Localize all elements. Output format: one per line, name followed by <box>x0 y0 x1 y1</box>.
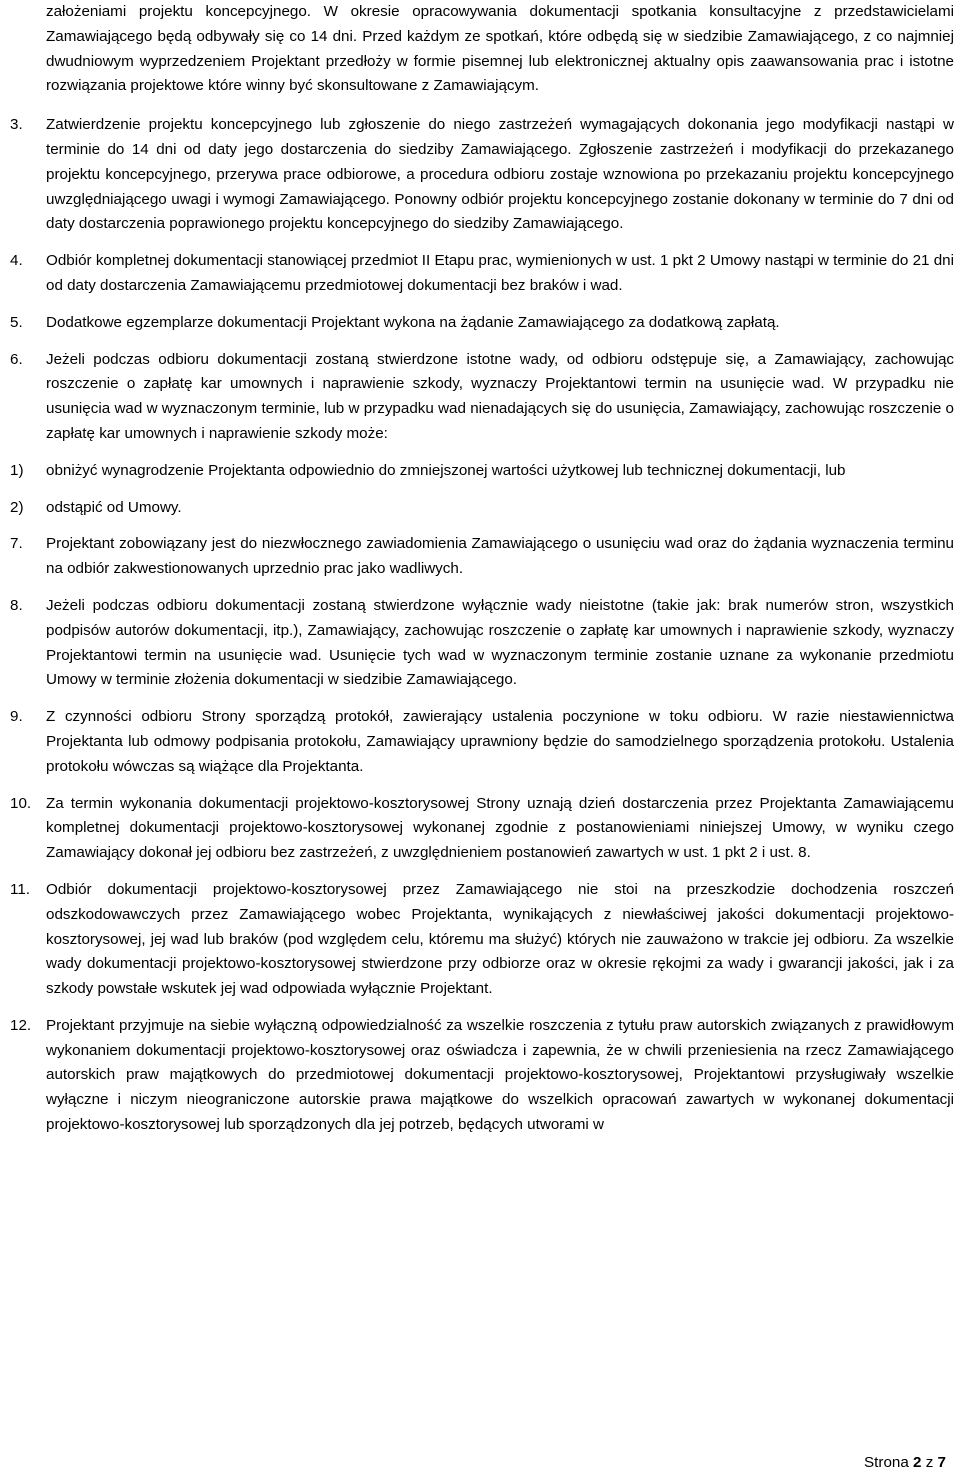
paragraph-text: Jeżeli podczas odbioru dokumentacji zostaną stwierdzone wyłącznie wady nieistotne (takie jak: brak numerów stron, wszystkich podpisów autorów dokumentacji, itp.), Zamawiający, zachowując roszczenie o zapłatę kar umownych i naprawienie szkody, wyznaczy Projektantowi termin na usunięcie wad. Usunięcie tych wad w wyznaczonym terminie zostanie uznane za wykonanie przedmiotu Umowy w terminie złożenia dokumentacji w siedzibie Zamawiającego. <box>46 596 954 689</box>
paragraph-number: 3. <box>10 116 23 134</box>
paragraph-number: 11. <box>10 880 30 898</box>
paragraph-number: 12. <box>10 1016 32 1034</box>
paragraph-number: 10. <box>10 794 32 812</box>
intro-paragraph <box>10 0 954 99</box>
subparagraph-1 <box>10 459 954 484</box>
paragraph-number: 9. <box>10 708 23 726</box>
page-total: 7 <box>937 1454 946 1471</box>
page-footer <box>864 1452 946 1474</box>
paragraph-12 <box>10 1014 954 1138</box>
page-current: 2 <box>913 1454 922 1471</box>
paragraph-text: Odbiór dokumentacji projektowo-kosztorysowej przez Zamawiającego nie stoi na przeszkodzie dochodzenia roszczeń odszkodowawczych przez Zamawiającego wobec Projektanta, wynikających z niewłaściwej jakości dokumentacji projektowo-kosztorysowej, jej wad lub braków (pod względem celu, któremu ma służyć) których nie zauważono w trakcie jej odbioru. Za wszelkie wady dokumentacji projektowo-kosztorysowej stwierdzone przy odbiorze oraz w okresie rękojmi za wady i gwarancji jakości, jak i za szkody powstałe wskutek jej wad odpowiada wyłącznie Projektant. <box>46 880 954 998</box>
subparagraph-number: 2) <box>10 498 24 516</box>
paragraph-text: Projektant zobowiązany jest do niezwłocznego zawiadomienia Zamawiającego o usunięciu wad oraz do żądania wyznaczenia terminu na odbiór zakwestionowanych uprzednio prac jako wadliwych. <box>46 535 954 578</box>
paragraph-6 <box>10 348 954 447</box>
paragraph-9 <box>10 705 954 779</box>
paragraph-text: Za termin wykonania dokumentacji projektowo-kosztorysowej Strony uznają dzień dostarczenia przez Projektanta Zamawiającemu kompletnej dokumentacji projektowo-kosztorysowej wykonanej zgodnie z postanowieniami niniejszej Umowy, w wyniku czego Zamawiający dokonał jej odbioru bez zastrzeżeń, z uwzględnieniem postanowień zawartych w ust. 1 pkt 2 i ust. 8. <box>46 794 954 862</box>
paragraph-text: Zatwierdzenie projektu koncepcyjnego lub zgłoszenie do niego zastrzeżeń wymagających dokonania jego modyfikacji nastąpi w terminie do 14 dni od daty jego dostarczenia do siedziby Zamawiającego. Zgłoszenie zastrzeżeń i modyfikacji do przekazanego projektu koncepcyjnego, przerywa prace odbiorowe, a procedura odbioru zostaje wznowiona po przekazaniu projektu koncepcyjnego uwzględniającego uwagi i wymogi Zamawiającego. Ponowny odbiór projektu koncepcyjnego zostanie dokonany w terminie do 7 dni od daty dostarczenia poprawionego projektu koncepcyjnego do siedziby Zamawiającego. <box>46 116 954 233</box>
subparagraph-text: odstąpić od Umowy. <box>46 498 182 516</box>
subparagraph-text: obniżyć wynagrodzenie Projektanta odpowiednio do zmniejszonej wartości użytkowej lub technicznej dokumentacji, lub <box>46 461 846 479</box>
intro-text: założeniami projektu koncepcyjnego. W okresie opracowywania dokumentacji spotkania konsultacyjne z przedstawicielami Zamawiającego będą odbywały się co 14 dni. Przed każdym ze spotkań, które odbędą się w siedzibie Zamawiającego, z co najmniej dwudniowym wyprzedzeniem Projektant przedłoży w formie pisemnej lub elektronicznej aktualny opis zaawansowania prac i istotne rozwiązania projektowe które winny być skonsultowane z Zamawiającym. <box>46 3 954 95</box>
paragraph-text: Jeżeli podczas odbioru dokumentacji zostaną stwierdzone istotne wady, od odbioru odstępuje się, a Zamawiający, zachowując roszczenie o zapłatę kar umownych i naprawienie szkody, wyznaczy Projektantowi termin na usunięcie wad. W przypadku nie usunięcia wad w wyznaczonym terminie, lub w przypadku wad nienadających się do usunięcia, Zamawiający, zachowując roszczenie o zapłatę kar umownych i naprawienie szkody może: <box>46 350 954 442</box>
paragraph-text: Dodatkowe egzemplarze dokumentacji Projektant wykona na żądanie Zamawiającego za dodatkową zapłatą. <box>46 313 780 331</box>
subparagraph-2 <box>10 496 954 521</box>
document-page <box>10 0 954 1138</box>
paragraph-text: Z czynności odbioru Strony sporządzą protokół, zawierający ustalenia poczynione w toku odbioru. W razie niestawiennictwa Projektanta lub odmowy podpisania protokołu, Zamawiający uprawniony będzie do samodzielnego sporządzenia protokołu. Ustalenia protokołu wówczas są wiążące dla Projektanta. <box>46 708 954 775</box>
paragraph-10 <box>10 792 954 866</box>
paragraph-number: 7. <box>10 535 23 553</box>
paragraph-text: Projektant przyjmuje na siebie wyłączną odpowiedzialność za wszelkie roszczenia z tytułu praw autorskich związanych z prawidłowym wykonaniem dokumentacji projektowo-kosztorysowej oraz oświadcza i zapewnia, że w chwili przeniesienia na rzecz Zamawiającego autorskich praw majątkowych do przedmiotowej dokumentacji projektowo-kosztorysowej, Projektantowi przysługiwały wszelkie wyłączne i niczym nieograniczone autorskie prawa majątkowe do wszelkich opracowań zawartych w wykonanej dokumentacji projektowo-kosztorysowej lub sporządzonych dla jej potrzeb, będących utworami w <box>46 1016 954 1134</box>
page-of: z <box>925 1454 934 1471</box>
page-label: Strona <box>864 1454 909 1471</box>
paragraph-5 <box>10 311 954 336</box>
paragraph-number: 5. <box>10 313 23 331</box>
paragraph-3 <box>10 113 954 237</box>
paragraph-number: 8. <box>10 596 23 614</box>
paragraph-8 <box>10 594 954 693</box>
paragraph-11 <box>10 878 954 1002</box>
paragraph-4 <box>10 249 954 299</box>
paragraph-number: 6. <box>10 350 23 368</box>
paragraph-number: 4. <box>10 252 23 270</box>
subparagraph-number: 1) <box>10 461 24 479</box>
paragraph-text: Odbiór kompletnej dokumentacji stanowiącej przedmiot II Etapu prac, wymienionych w ust. 1 pkt 2 Umowy nastąpi w terminie do 21 dni od daty dostarczenia Zamawiającemu przedmiotowej dokumentacji bez braków i wad. <box>46 252 954 294</box>
paragraph-7 <box>10 532 954 582</box>
